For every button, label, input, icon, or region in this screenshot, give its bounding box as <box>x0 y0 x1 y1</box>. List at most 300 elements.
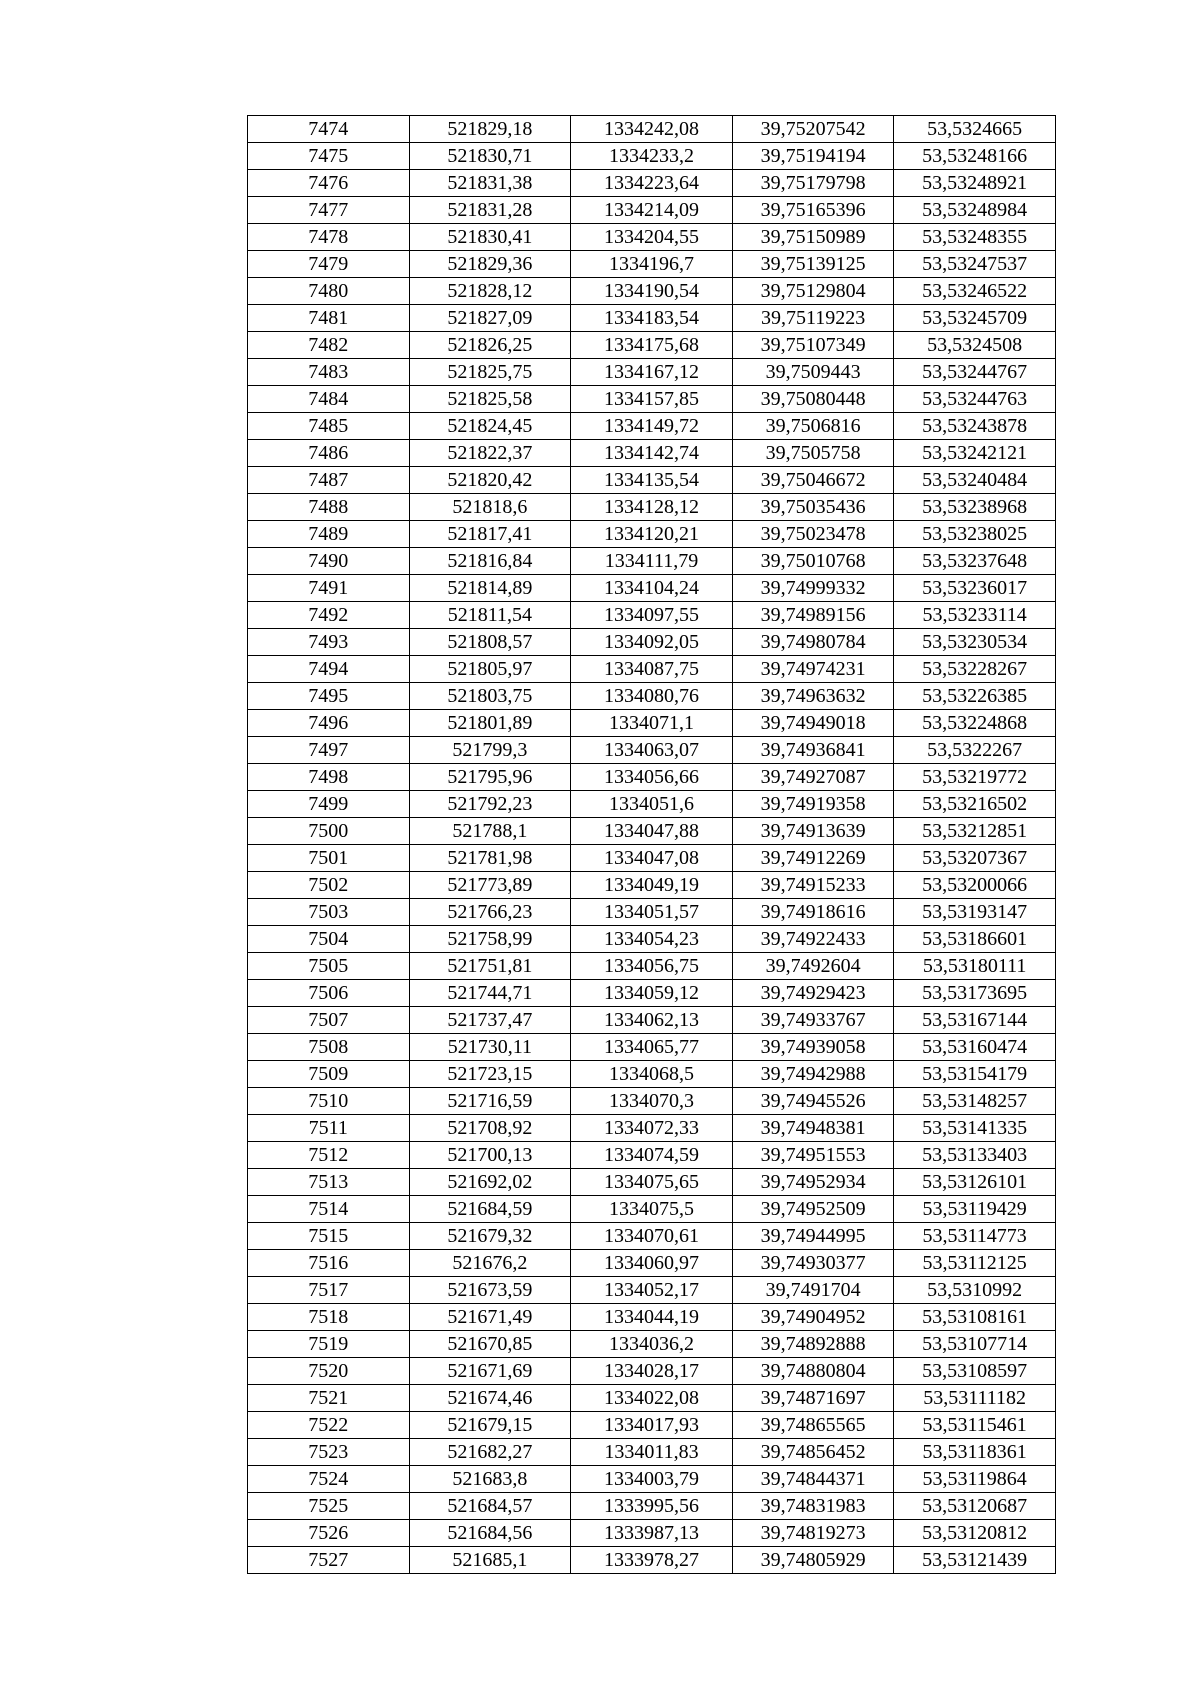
x-coordinate-cell: 521758,99 <box>409 926 571 953</box>
y-coordinate-cell: 1334056,66 <box>571 764 733 791</box>
table-row <box>248 1061 1056 1088</box>
longitude-cell: 39,74918616 <box>732 899 894 926</box>
point-number-cell: 7497 <box>248 737 410 764</box>
point-number-cell: 7501 <box>248 845 410 872</box>
y-coordinate-cell: 1334047,08 <box>571 845 733 872</box>
latitude-cell: 53,53119429 <box>894 1196 1056 1223</box>
latitude-cell: 53,53212851 <box>894 818 1056 845</box>
y-coordinate-cell: 1333987,13 <box>571 1520 733 1547</box>
longitude-cell: 39,75046672 <box>732 467 894 494</box>
longitude-cell: 39,74922433 <box>732 926 894 953</box>
x-coordinate-cell: 521831,38 <box>409 170 571 197</box>
point-number-cell: 7508 <box>248 1034 410 1061</box>
table-row <box>248 791 1056 818</box>
point-number-cell: 7496 <box>248 710 410 737</box>
latitude-cell: 53,53114773 <box>894 1223 1056 1250</box>
point-number-cell: 7524 <box>248 1466 410 1493</box>
x-coordinate-cell: 521827,09 <box>409 305 571 332</box>
table-row <box>248 764 1056 791</box>
latitude-cell: 53,53242121 <box>894 440 1056 467</box>
point-number-cell: 7509 <box>248 1061 410 1088</box>
y-coordinate-cell: 1333978,27 <box>571 1547 733 1574</box>
y-coordinate-cell: 1334054,23 <box>571 926 733 953</box>
point-number-cell: 7511 <box>248 1115 410 1142</box>
x-coordinate-cell: 521671,49 <box>409 1304 571 1331</box>
point-number-cell: 7506 <box>248 980 410 1007</box>
point-number-cell: 7475 <box>248 143 410 170</box>
table-row <box>248 1115 1056 1142</box>
table-row <box>248 1142 1056 1169</box>
point-number-cell: 7489 <box>248 521 410 548</box>
y-coordinate-cell: 1334074,59 <box>571 1142 733 1169</box>
latitude-cell: 53,53200066 <box>894 872 1056 899</box>
longitude-cell: 39,75179798 <box>732 170 894 197</box>
y-coordinate-cell: 1334092,05 <box>571 629 733 656</box>
y-coordinate-cell: 1334049,19 <box>571 872 733 899</box>
x-coordinate-cell: 521679,32 <box>409 1223 571 1250</box>
y-coordinate-cell: 1334044,19 <box>571 1304 733 1331</box>
y-coordinate-cell: 1334128,12 <box>571 494 733 521</box>
table-row <box>248 1466 1056 1493</box>
y-coordinate-cell: 1334104,24 <box>571 575 733 602</box>
longitude-cell: 39,74927087 <box>732 764 894 791</box>
latitude-cell: 53,53112125 <box>894 1250 1056 1277</box>
latitude-cell: 53,53248921 <box>894 170 1056 197</box>
table-row <box>248 548 1056 575</box>
y-coordinate-cell: 1334036,2 <box>571 1331 733 1358</box>
longitude-cell: 39,74819273 <box>732 1520 894 1547</box>
point-number-cell: 7502 <box>248 872 410 899</box>
table-row <box>248 1547 1056 1574</box>
y-coordinate-cell: 1334070,61 <box>571 1223 733 1250</box>
longitude-cell: 39,74936841 <box>732 737 894 764</box>
longitude-cell: 39,74944995 <box>732 1223 894 1250</box>
latitude-cell: 53,53226385 <box>894 683 1056 710</box>
x-coordinate-cell: 521781,98 <box>409 845 571 872</box>
x-coordinate-cell: 521830,71 <box>409 143 571 170</box>
latitude-cell: 53,53148257 <box>894 1088 1056 1115</box>
y-coordinate-cell: 1334065,77 <box>571 1034 733 1061</box>
longitude-cell: 39,74915233 <box>732 872 894 899</box>
latitude-cell: 53,53108597 <box>894 1358 1056 1385</box>
latitude-cell: 53,53228267 <box>894 656 1056 683</box>
y-coordinate-cell: 1334017,93 <box>571 1412 733 1439</box>
x-coordinate-cell: 521825,58 <box>409 386 571 413</box>
table-row <box>248 521 1056 548</box>
table-row <box>248 332 1056 359</box>
x-coordinate-cell: 521824,45 <box>409 413 571 440</box>
latitude-cell: 53,53121439 <box>894 1547 1056 1574</box>
y-coordinate-cell: 1334204,55 <box>571 224 733 251</box>
y-coordinate-cell: 1334011,83 <box>571 1439 733 1466</box>
latitude-cell: 53,53120687 <box>894 1493 1056 1520</box>
table-row <box>248 1277 1056 1304</box>
x-coordinate-cell: 521676,2 <box>409 1250 571 1277</box>
x-coordinate-cell: 521788,1 <box>409 818 571 845</box>
x-coordinate-cell: 521808,57 <box>409 629 571 656</box>
longitude-cell: 39,75194194 <box>732 143 894 170</box>
latitude-cell: 53,53119864 <box>894 1466 1056 1493</box>
table-row <box>248 305 1056 332</box>
point-number-cell: 7522 <box>248 1412 410 1439</box>
table-row <box>248 629 1056 656</box>
longitude-cell: 39,74980784 <box>732 629 894 656</box>
y-coordinate-cell: 1334196,7 <box>571 251 733 278</box>
longitude-cell: 39,74880804 <box>732 1358 894 1385</box>
latitude-cell: 53,53107714 <box>894 1331 1056 1358</box>
y-coordinate-cell: 1334060,97 <box>571 1250 733 1277</box>
x-coordinate-cell: 521679,15 <box>409 1412 571 1439</box>
point-number-cell: 7526 <box>248 1520 410 1547</box>
point-number-cell: 7500 <box>248 818 410 845</box>
table-row <box>248 224 1056 251</box>
latitude-cell: 53,53230534 <box>894 629 1056 656</box>
x-coordinate-cell: 521822,37 <box>409 440 571 467</box>
longitude-cell: 39,75150989 <box>732 224 894 251</box>
latitude-cell: 53,53133403 <box>894 1142 1056 1169</box>
table-row <box>248 845 1056 872</box>
latitude-cell: 53,53160474 <box>894 1034 1056 1061</box>
latitude-cell: 53,53248355 <box>894 224 1056 251</box>
latitude-cell: 53,53193147 <box>894 899 1056 926</box>
latitude-cell: 53,5324665 <box>894 116 1056 143</box>
y-coordinate-cell: 1334022,08 <box>571 1385 733 1412</box>
table-row <box>248 1250 1056 1277</box>
latitude-cell: 53,5322267 <box>894 737 1056 764</box>
x-coordinate-cell: 521820,42 <box>409 467 571 494</box>
table-row <box>248 440 1056 467</box>
point-number-cell: 7515 <box>248 1223 410 1250</box>
y-coordinate-cell: 1334072,33 <box>571 1115 733 1142</box>
longitude-cell: 39,74948381 <box>732 1115 894 1142</box>
table-row <box>248 1439 1056 1466</box>
table-row <box>248 1358 1056 1385</box>
x-coordinate-cell: 521708,92 <box>409 1115 571 1142</box>
latitude-cell: 53,53248166 <box>894 143 1056 170</box>
table-row <box>248 494 1056 521</box>
y-coordinate-cell: 1334056,75 <box>571 953 733 980</box>
y-coordinate-cell: 1334052,17 <box>571 1277 733 1304</box>
table-row <box>248 1223 1056 1250</box>
point-number-cell: 7488 <box>248 494 410 521</box>
y-coordinate-cell: 1334183,54 <box>571 305 733 332</box>
latitude-cell: 53,53243878 <box>894 413 1056 440</box>
y-coordinate-cell: 1334028,17 <box>571 1358 733 1385</box>
x-coordinate-cell: 521674,46 <box>409 1385 571 1412</box>
table-row <box>248 1169 1056 1196</box>
x-coordinate-cell: 521830,41 <box>409 224 571 251</box>
table-row <box>248 143 1056 170</box>
latitude-cell: 53,53180111 <box>894 953 1056 980</box>
latitude-cell: 53,5310992 <box>894 1277 1056 1304</box>
x-coordinate-cell: 521801,89 <box>409 710 571 737</box>
y-coordinate-cell: 1334175,68 <box>571 332 733 359</box>
longitude-cell: 39,74930377 <box>732 1250 894 1277</box>
table-row <box>248 1088 1056 1115</box>
latitude-cell: 53,53120812 <box>894 1520 1056 1547</box>
table-row <box>248 872 1056 899</box>
x-coordinate-cell: 521670,85 <box>409 1331 571 1358</box>
y-coordinate-cell: 1334070,3 <box>571 1088 733 1115</box>
point-number-cell: 7486 <box>248 440 410 467</box>
latitude-cell: 53,53240484 <box>894 467 1056 494</box>
longitude-cell: 39,75119223 <box>732 305 894 332</box>
latitude-cell: 53,53167144 <box>894 1007 1056 1034</box>
point-number-cell: 7481 <box>248 305 410 332</box>
table-row <box>248 980 1056 1007</box>
table-row <box>248 1520 1056 1547</box>
x-coordinate-cell: 521826,25 <box>409 332 571 359</box>
x-coordinate-cell: 521744,71 <box>409 980 571 1007</box>
latitude-cell: 53,53244767 <box>894 359 1056 386</box>
table-row <box>248 656 1056 683</box>
x-coordinate-cell: 521805,97 <box>409 656 571 683</box>
x-coordinate-cell: 521817,41 <box>409 521 571 548</box>
x-coordinate-cell: 521692,02 <box>409 1169 571 1196</box>
longitude-cell: 39,75139125 <box>732 251 894 278</box>
longitude-cell: 39,74952509 <box>732 1196 894 1223</box>
y-coordinate-cell: 1334080,76 <box>571 683 733 710</box>
table-row <box>248 278 1056 305</box>
point-number-cell: 7505 <box>248 953 410 980</box>
point-number-cell: 7476 <box>248 170 410 197</box>
latitude-cell: 53,53237648 <box>894 548 1056 575</box>
point-number-cell: 7491 <box>248 575 410 602</box>
point-number-cell: 7485 <box>248 413 410 440</box>
table-row <box>248 575 1056 602</box>
y-coordinate-cell: 1334097,55 <box>571 602 733 629</box>
table-row <box>248 116 1056 143</box>
x-coordinate-cell: 521828,12 <box>409 278 571 305</box>
latitude-cell: 53,53238968 <box>894 494 1056 521</box>
x-coordinate-cell: 521816,84 <box>409 548 571 575</box>
x-coordinate-cell: 521684,59 <box>409 1196 571 1223</box>
point-number-cell: 7499 <box>248 791 410 818</box>
y-coordinate-cell: 1334157,85 <box>571 386 733 413</box>
latitude-cell: 53,53248984 <box>894 197 1056 224</box>
table-row <box>248 1034 1056 1061</box>
latitude-cell: 53,53118361 <box>894 1439 1056 1466</box>
point-number-cell: 7516 <box>248 1250 410 1277</box>
longitude-cell: 39,75129804 <box>732 278 894 305</box>
longitude-cell: 39,74951553 <box>732 1142 894 1169</box>
y-coordinate-cell: 1334135,54 <box>571 467 733 494</box>
longitude-cell: 39,74865565 <box>732 1412 894 1439</box>
longitude-cell: 39,74933767 <box>732 1007 894 1034</box>
latitude-cell: 53,53186601 <box>894 926 1056 953</box>
longitude-cell: 39,75035436 <box>732 494 894 521</box>
x-coordinate-cell: 521811,54 <box>409 602 571 629</box>
y-coordinate-cell: 1334223,64 <box>571 170 733 197</box>
longitude-cell: 39,74831983 <box>732 1493 894 1520</box>
y-coordinate-cell: 1334214,09 <box>571 197 733 224</box>
latitude-cell: 53,53233114 <box>894 602 1056 629</box>
longitude-cell: 39,74989156 <box>732 602 894 629</box>
x-coordinate-cell: 521684,57 <box>409 1493 571 1520</box>
point-number-cell: 7519 <box>248 1331 410 1358</box>
y-coordinate-cell: 1334120,21 <box>571 521 733 548</box>
table-row <box>248 1331 1056 1358</box>
y-coordinate-cell: 1334047,88 <box>571 818 733 845</box>
longitude-cell: 39,74892888 <box>732 1331 894 1358</box>
x-coordinate-cell: 521799,3 <box>409 737 571 764</box>
longitude-cell: 39,7509443 <box>732 359 894 386</box>
latitude-cell: 53,53244763 <box>894 386 1056 413</box>
point-number-cell: 7478 <box>248 224 410 251</box>
table-row <box>248 926 1056 953</box>
point-number-cell: 7498 <box>248 764 410 791</box>
longitude-cell: 39,74904952 <box>732 1304 894 1331</box>
point-number-cell: 7521 <box>248 1385 410 1412</box>
table-row <box>248 1385 1056 1412</box>
point-number-cell: 7487 <box>248 467 410 494</box>
x-coordinate-cell: 521814,89 <box>409 575 571 602</box>
point-number-cell: 7520 <box>248 1358 410 1385</box>
point-number-cell: 7480 <box>248 278 410 305</box>
point-number-cell: 7493 <box>248 629 410 656</box>
longitude-cell: 39,74974231 <box>732 656 894 683</box>
table-row <box>248 899 1056 926</box>
y-coordinate-cell: 1334111,79 <box>571 548 733 575</box>
longitude-cell: 39,75207542 <box>732 116 894 143</box>
latitude-cell: 53,53154179 <box>894 1061 1056 1088</box>
longitude-cell: 39,74945526 <box>732 1088 894 1115</box>
latitude-cell: 53,53115461 <box>894 1412 1056 1439</box>
longitude-cell: 39,74856452 <box>732 1439 894 1466</box>
point-number-cell: 7504 <box>248 926 410 953</box>
latitude-cell: 53,53219772 <box>894 764 1056 791</box>
y-coordinate-cell: 1334063,07 <box>571 737 733 764</box>
table-row <box>248 386 1056 413</box>
x-coordinate-cell: 521700,13 <box>409 1142 571 1169</box>
table-row <box>248 170 1056 197</box>
longitude-cell: 39,74805929 <box>732 1547 894 1574</box>
point-number-cell: 7523 <box>248 1439 410 1466</box>
longitude-cell: 39,75023478 <box>732 521 894 548</box>
latitude-cell: 53,53126101 <box>894 1169 1056 1196</box>
longitude-cell: 39,74871697 <box>732 1385 894 1412</box>
latitude-cell: 53,53224868 <box>894 710 1056 737</box>
latitude-cell: 53,53238025 <box>894 521 1056 548</box>
y-coordinate-cell: 1334233,2 <box>571 143 733 170</box>
table-row <box>248 602 1056 629</box>
y-coordinate-cell: 1334167,12 <box>571 359 733 386</box>
point-number-cell: 7495 <box>248 683 410 710</box>
x-coordinate-cell: 521803,75 <box>409 683 571 710</box>
point-number-cell: 7517 <box>248 1277 410 1304</box>
table-row <box>248 359 1056 386</box>
x-coordinate-cell: 521723,15 <box>409 1061 571 1088</box>
longitude-cell: 39,7506816 <box>732 413 894 440</box>
longitude-cell: 39,74939058 <box>732 1034 894 1061</box>
point-number-cell: 7513 <box>248 1169 410 1196</box>
x-coordinate-cell: 521825,75 <box>409 359 571 386</box>
point-number-cell: 7518 <box>248 1304 410 1331</box>
x-coordinate-cell: 521795,96 <box>409 764 571 791</box>
longitude-cell: 39,74942988 <box>732 1061 894 1088</box>
longitude-cell: 39,74919358 <box>732 791 894 818</box>
y-coordinate-cell: 1334062,13 <box>571 1007 733 1034</box>
x-coordinate-cell: 521792,23 <box>409 791 571 818</box>
x-coordinate-cell: 521716,59 <box>409 1088 571 1115</box>
point-number-cell: 7474 <box>248 116 410 143</box>
latitude-cell: 53,53108161 <box>894 1304 1056 1331</box>
y-coordinate-cell: 1334087,75 <box>571 656 733 683</box>
table-row <box>248 1304 1056 1331</box>
x-coordinate-cell: 521751,81 <box>409 953 571 980</box>
point-number-cell: 7482 <box>248 332 410 359</box>
x-coordinate-cell: 521683,8 <box>409 1466 571 1493</box>
y-coordinate-cell: 1334075,65 <box>571 1169 733 1196</box>
longitude-cell: 39,74952934 <box>732 1169 894 1196</box>
y-coordinate-cell: 1334071,1 <box>571 710 733 737</box>
longitude-cell: 39,74949018 <box>732 710 894 737</box>
x-coordinate-cell: 521682,27 <box>409 1439 571 1466</box>
table-row <box>248 953 1056 980</box>
latitude-cell: 53,53247537 <box>894 251 1056 278</box>
y-coordinate-cell: 1334190,54 <box>571 278 733 305</box>
y-coordinate-cell: 1334142,74 <box>571 440 733 467</box>
point-number-cell: 7503 <box>248 899 410 926</box>
table-row <box>248 1493 1056 1520</box>
point-number-cell: 7492 <box>248 602 410 629</box>
x-coordinate-cell: 521673,59 <box>409 1277 571 1304</box>
longitude-cell: 39,75080448 <box>732 386 894 413</box>
table-row <box>248 1007 1056 1034</box>
longitude-cell: 39,74844371 <box>732 1466 894 1493</box>
point-number-cell: 7477 <box>248 197 410 224</box>
longitude-cell: 39,7492604 <box>732 953 894 980</box>
latitude-cell: 53,53216502 <box>894 791 1056 818</box>
coordinates-table-body <box>248 116 1056 1574</box>
point-number-cell: 7494 <box>248 656 410 683</box>
table-row <box>248 683 1056 710</box>
longitude-cell: 39,74913639 <box>732 818 894 845</box>
longitude-cell: 39,7491704 <box>732 1277 894 1304</box>
x-coordinate-cell: 521685,1 <box>409 1547 571 1574</box>
x-coordinate-cell: 521773,89 <box>409 872 571 899</box>
table-row <box>248 1196 1056 1223</box>
table-row <box>248 737 1056 764</box>
latitude-cell: 53,53236017 <box>894 575 1056 602</box>
table-row <box>248 710 1056 737</box>
table-row <box>248 413 1056 440</box>
table-row <box>248 197 1056 224</box>
longitude-cell: 39,74912269 <box>732 845 894 872</box>
y-coordinate-cell: 1334051,57 <box>571 899 733 926</box>
point-number-cell: 7512 <box>248 1142 410 1169</box>
point-number-cell: 7527 <box>248 1547 410 1574</box>
table-row <box>248 818 1056 845</box>
point-number-cell: 7507 <box>248 1007 410 1034</box>
y-coordinate-cell: 1334068,5 <box>571 1061 733 1088</box>
point-number-cell: 7510 <box>248 1088 410 1115</box>
x-coordinate-cell: 521831,28 <box>409 197 571 224</box>
latitude-cell: 53,53207367 <box>894 845 1056 872</box>
y-coordinate-cell: 1334075,5 <box>571 1196 733 1223</box>
point-number-cell: 7514 <box>248 1196 410 1223</box>
latitude-cell: 53,53245709 <box>894 305 1056 332</box>
point-number-cell: 7525 <box>248 1493 410 1520</box>
longitude-cell: 39,74999332 <box>732 575 894 602</box>
x-coordinate-cell: 521730,11 <box>409 1034 571 1061</box>
x-coordinate-cell: 521829,18 <box>409 116 571 143</box>
y-coordinate-cell: 1334242,08 <box>571 116 733 143</box>
x-coordinate-cell: 521766,23 <box>409 899 571 926</box>
longitude-cell: 39,74929423 <box>732 980 894 1007</box>
latitude-cell: 53,5324508 <box>894 332 1056 359</box>
y-coordinate-cell: 1334051,6 <box>571 791 733 818</box>
